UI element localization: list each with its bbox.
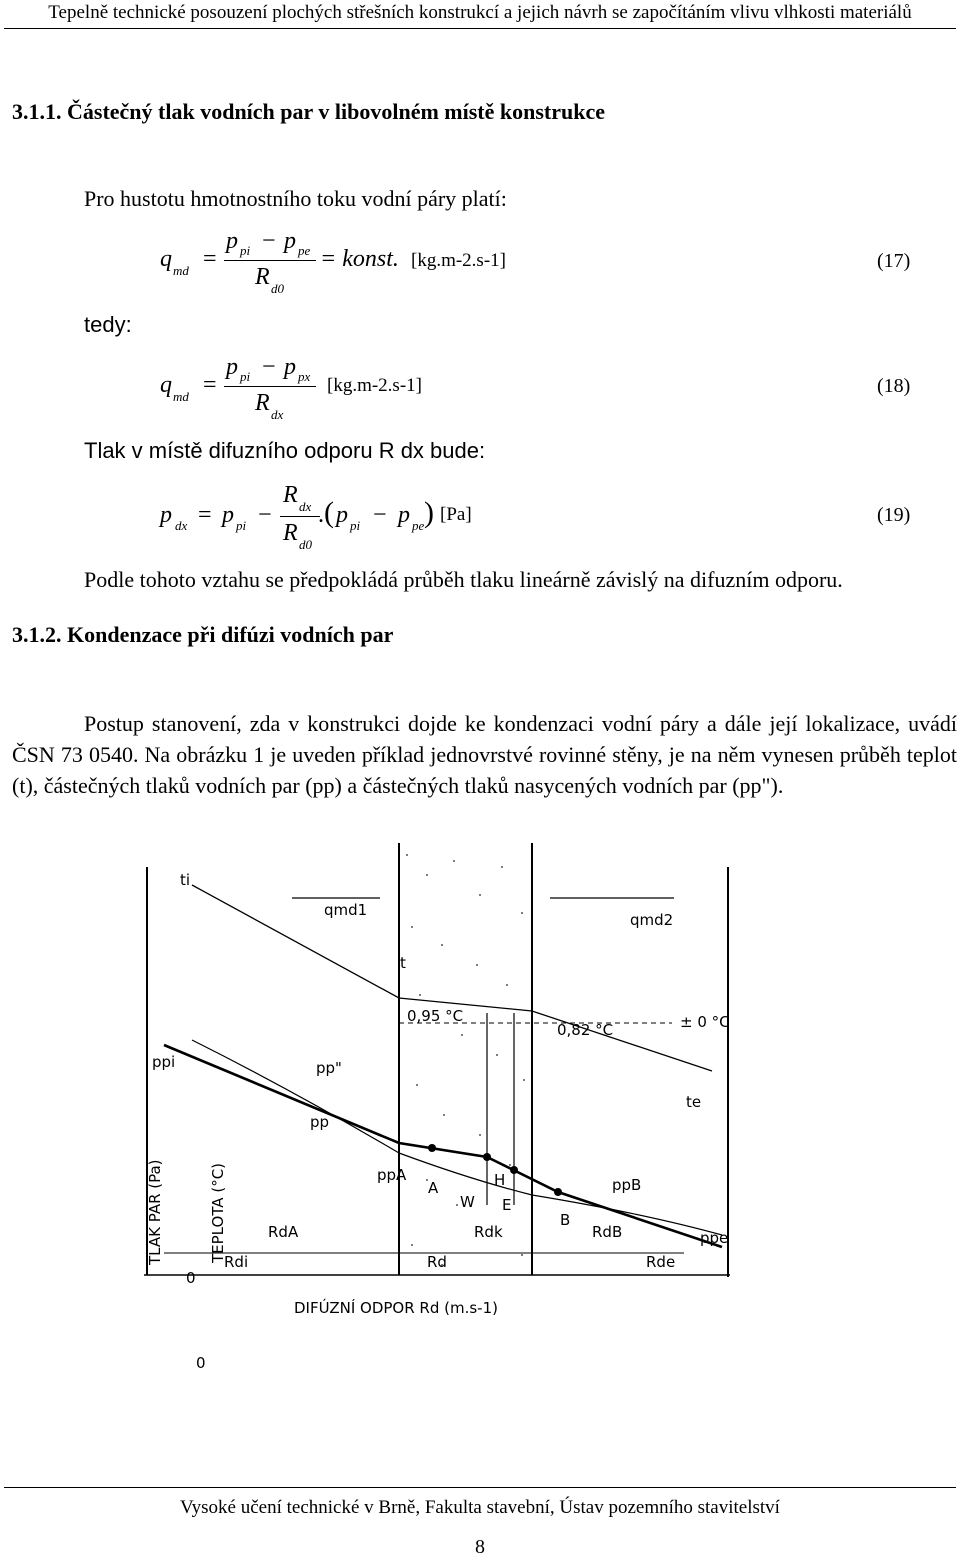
eq19-minus: − [258, 502, 272, 528]
section-heading-3-1-2: 3.1.2. Kondenzace při difúzi vodních par [12, 622, 394, 647]
eq19-p3-sub: pe [412, 518, 425, 533]
page-number: 8 [475, 1536, 485, 1558]
eq18-den-sub: dx [271, 407, 284, 422]
eq19-minus2: − [373, 502, 387, 528]
label-Rde: Rde [646, 1253, 676, 1271]
label-H: H [494, 1171, 506, 1189]
eq19-fraction-bar [280, 516, 320, 517]
label-ppA: ppA [377, 1166, 407, 1184]
label-pp: pp [310, 1113, 330, 1131]
y-axis-temperature-label: TEPLOTA (°C) [209, 1162, 227, 1263]
label-B: B [560, 1211, 571, 1229]
eq19-p1: p [222, 502, 234, 528]
eq19-rpar: ) [424, 496, 434, 529]
label-Rd: Rd [427, 1253, 447, 1271]
eq17-num-a: p [226, 228, 238, 254]
conclusion-text: Podle tohoto vztahu se předpokládá průběh tlaku lineárně závislý na difuzním odporu. [84, 567, 843, 592]
eq17-tail: = konst. [320, 246, 399, 272]
eq19-p2: p [336, 502, 348, 528]
point-H [483, 1153, 491, 1161]
point-B [554, 1188, 562, 1196]
eq17-lhs-sub: md [173, 263, 189, 278]
label-Rdk: Rdk [474, 1223, 503, 1241]
eq17-den: R [255, 264, 270, 290]
eq19-den-sub: d0 [299, 537, 312, 552]
eq19-lhs: p [160, 502, 172, 528]
partial-pressure-line [164, 1045, 722, 1247]
label-zero-lower: 0 [196, 1354, 206, 1372]
label-W: W [460, 1193, 475, 1211]
label-ti: ti [180, 871, 191, 889]
eq17-minus: − [262, 228, 276, 254]
label-Rdi: Rdi [224, 1253, 249, 1271]
eq17-lhs: q [160, 246, 172, 272]
eq17-fraction-bar [224, 260, 316, 261]
label-A: A [428, 1179, 439, 1197]
eq17-equals: = [203, 246, 217, 272]
eq18-number: (18) [877, 375, 911, 397]
eq18-den: R [255, 390, 270, 416]
label-pp-sat: pp" [316, 1059, 342, 1077]
label-temp-095: 0,95 °C [407, 1007, 464, 1025]
label-RdA: RdA [268, 1223, 299, 1241]
label-qmd2: qmd2 [630, 911, 674, 929]
label-RdB: RdB [592, 1223, 623, 1241]
section2-paragraph: Postup stanovení, zda v konstrukci dojde ke kondenzaci vodní páry a dále její lokalizace, uvádí ČSN 73 0540. Na obrázku 1 je uveden příklad jednovrstvé rovinné stěny, je na něm vynesen průběh teplot (t), částečných tlaků vodních par (pp) a částečných tlaků nasycených vodních par (pp"). [12, 711, 957, 798]
eq19-equals: = [198, 502, 212, 528]
eq19-den: R [283, 520, 298, 546]
eq19-dot: . [318, 502, 324, 528]
eq19-p2-sub: pi [350, 518, 361, 533]
eq19-p3: p [398, 502, 410, 528]
eq18-num-a: p [226, 354, 238, 380]
footer-rule [4, 1487, 956, 1488]
eq19-num-sub: dx [299, 499, 312, 514]
eq18-unit: [kg.m-2.s-1] [327, 375, 422, 396]
eq19-lhs-sub: dx [175, 518, 188, 533]
label-ppi: ppi [152, 1053, 176, 1071]
x-axis-label: DIFÚZNÍ ODPOR Rd (m.s-1) [294, 1299, 498, 1317]
vapor-pressure-figure [82, 835, 762, 1385]
eq18-num-b: p [284, 354, 296, 380]
y-axis-pressure-label: TLAK PÁR (Pa) [146, 1159, 164, 1265]
eq18-fraction-bar [224, 386, 316, 387]
label-zero-celsius: ± 0 °C [680, 1013, 730, 1031]
label-E: E [502, 1196, 512, 1214]
eq17-num-b: p [284, 228, 296, 254]
tlak-text: Tlak v místě difuzního odporu R dx bude: [84, 438, 486, 463]
eq18-equals: = [203, 372, 217, 398]
eq19-lpar: ( [324, 496, 334, 529]
eq18-num-a-sub: pi [240, 369, 251, 384]
tedy-label: tedy: [84, 312, 132, 337]
header-rule [4, 28, 956, 29]
eq17-num-b-sub: pe [298, 243, 311, 258]
label-t: t [400, 954, 406, 972]
label-ppB: ppB [612, 1176, 642, 1194]
eq19-unit: [Pa] [440, 504, 472, 525]
footer-institution: Vysoké učení technické v Brně, Fakulta stavební, Ústav pozemního stavitelství [180, 1497, 780, 1518]
point-A [428, 1144, 436, 1152]
eq19-number: (19) [877, 504, 911, 526]
label-ppe: ppe [700, 1229, 729, 1247]
eq17-unit: [kg.m-2.s-1] [411, 250, 506, 271]
intro-text: Pro hustotu hmotnostního toku vodní páry platí: [84, 186, 507, 211]
label-zero-axis: 0 [186, 1269, 196, 1287]
eq18-num-b-sub: px [298, 369, 311, 384]
point-E [510, 1166, 518, 1174]
eq19-num: R [283, 482, 298, 508]
eq18-lhs-sub: md [173, 389, 189, 404]
eq17-den-sub: d0 [271, 281, 284, 296]
section-heading-3-1-1: 3.1.1. Částečný tlak vodních par v libovolném místě konstrukce [12, 99, 606, 124]
eq19-p1-sub: pi [236, 518, 247, 533]
eq18-minus: − [262, 354, 276, 380]
label-qmd1: qmd1 [324, 901, 368, 919]
label-te: te [686, 1093, 702, 1111]
page-header-title: Tepelně technické posouzení plochých střešních konstrukcí a jejich návrh se započítáním vlivu vlhkosti materiálů [48, 2, 912, 23]
eq17-num-a-sub: pi [240, 243, 251, 258]
eq18-lhs: q [160, 372, 172, 398]
eq17-number: (17) [877, 250, 911, 272]
label-temp-082: 0,82 °C [557, 1021, 614, 1039]
